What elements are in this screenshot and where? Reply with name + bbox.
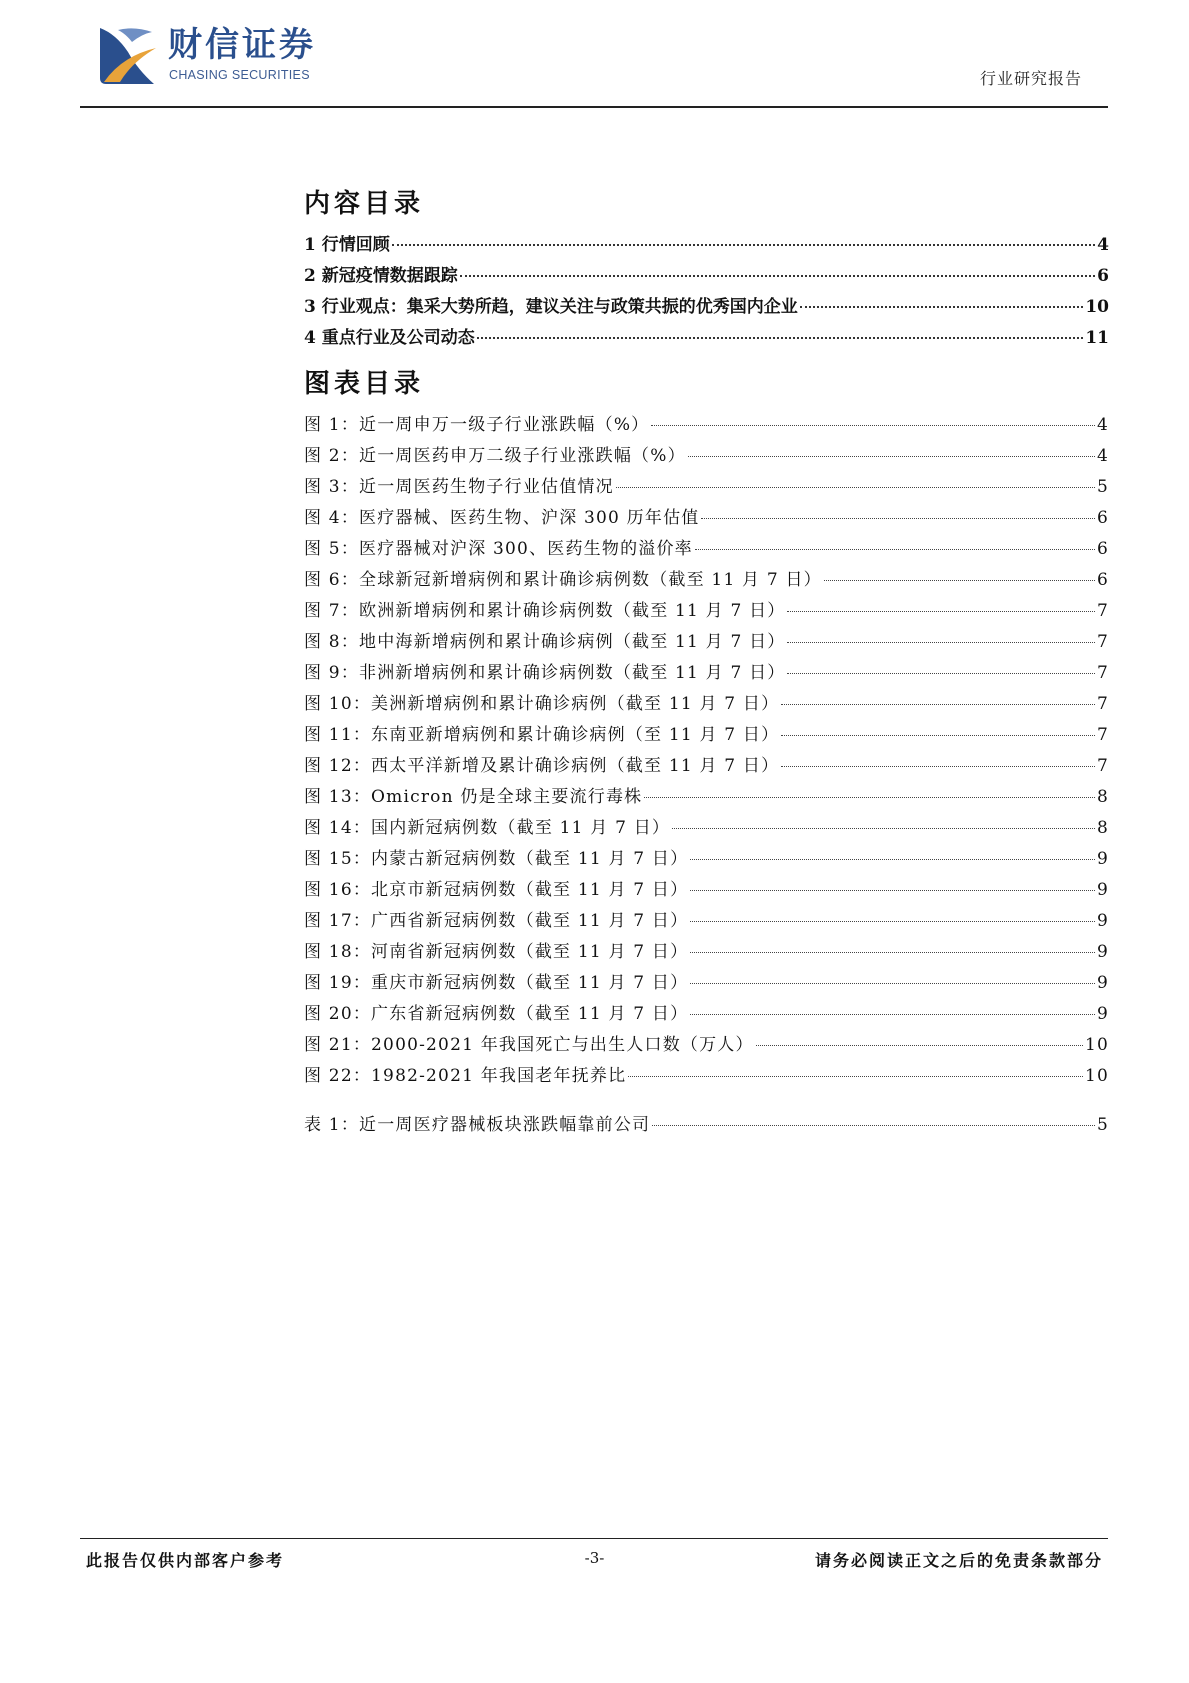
toc-entry[interactable] bbox=[304, 503, 1109, 534]
dot-leader bbox=[616, 487, 1095, 488]
toc-entry[interactable] bbox=[304, 906, 1109, 937]
toc-entry[interactable] bbox=[304, 627, 1109, 658]
toc-entry-page: 9 bbox=[1096, 849, 1109, 869]
header-divider bbox=[80, 106, 1108, 108]
figures-list bbox=[304, 410, 1109, 1092]
toc-entry-label: 图 4：医疗器械、医药生物、沪深 300 历年估值 bbox=[304, 508, 700, 528]
toc-entry-page: 7 bbox=[1096, 756, 1109, 776]
dot-leader bbox=[690, 890, 1095, 891]
dot-leader bbox=[477, 337, 1084, 339]
toc-entry-page: 7 bbox=[1096, 601, 1109, 621]
footer-disclaimer-left: 此报告仅供内部客户参考 bbox=[86, 1551, 285, 1570]
toc-entry[interactable] bbox=[304, 441, 1109, 472]
dot-leader bbox=[644, 797, 1095, 798]
toc-entry[interactable] bbox=[304, 658, 1109, 689]
toc-entry-label: 图 16：北京市新冠病例数（截至 11 月 7 日） bbox=[304, 880, 689, 900]
toc-entry-label: 图 18：河南省新冠病例数（截至 11 月 7 日） bbox=[304, 942, 689, 962]
dot-leader bbox=[800, 306, 1084, 308]
toc-entry-page: 10 bbox=[1084, 1066, 1109, 1086]
toc-entry[interactable] bbox=[304, 875, 1109, 906]
toc-entry[interactable] bbox=[304, 782, 1109, 813]
toc-entry-label: 图 21：2000-2021 年我国死亡与出生人口数（万人） bbox=[304, 1035, 754, 1055]
toc-entry-label: 图 11：东南亚新增病例和累计确诊病例（至 11 月 7 日） bbox=[304, 725, 780, 745]
toc-entry-page: 6 bbox=[1097, 266, 1109, 286]
toc-entry-page: 5 bbox=[1096, 477, 1109, 497]
toc-entry[interactable] bbox=[304, 813, 1109, 844]
toc-entry-label: 图 1：近一周申万一级子行业涨跌幅（%） bbox=[304, 415, 650, 435]
toc-entry-page: 8 bbox=[1096, 818, 1109, 838]
toc-entry-page: 8 bbox=[1096, 787, 1109, 807]
toc-entry-label: 图 20：广东省新冠病例数（截至 11 月 7 日） bbox=[304, 1004, 689, 1024]
dot-leader bbox=[701, 518, 1094, 519]
dot-leader bbox=[651, 425, 1095, 426]
dot-leader bbox=[688, 456, 1095, 457]
dot-leader bbox=[756, 1045, 1083, 1046]
dot-leader bbox=[781, 735, 1095, 736]
report-type-label: 行业研究报告 bbox=[979, 69, 1082, 88]
dot-leader bbox=[781, 766, 1095, 767]
dot-leader bbox=[781, 704, 1095, 705]
toc-entry-page: 10 bbox=[1085, 297, 1109, 317]
dot-leader bbox=[690, 983, 1095, 984]
dot-leader bbox=[628, 1076, 1083, 1077]
toc-entry[interactable] bbox=[304, 323, 1109, 354]
dot-leader bbox=[787, 642, 1094, 643]
brand-logo bbox=[98, 22, 328, 90]
toc-entry-page: 6 bbox=[1096, 539, 1109, 559]
tables-list bbox=[304, 1110, 1109, 1141]
toc-entry[interactable] bbox=[304, 1110, 1109, 1141]
toc-entry-label: 图 2：近一周医药申万二级子行业涨跌幅（%） bbox=[304, 446, 686, 466]
dot-leader bbox=[690, 921, 1095, 922]
toc-entry-label: 4 重点行业及公司动态 bbox=[304, 328, 475, 348]
footer-divider bbox=[80, 1538, 1108, 1539]
toc-entry-page: 6 bbox=[1096, 508, 1109, 528]
toc-entry-label: 图 10：美洲新增病例和累计确诊病例（截至 11 月 7 日） bbox=[304, 694, 780, 714]
toc-content bbox=[304, 184, 1109, 1141]
toc-entry-label: 图 8：地中海新增病例和累计确诊病例（截至 11 月 7 日） bbox=[304, 632, 786, 652]
dot-leader bbox=[392, 244, 1095, 246]
dot-leader bbox=[672, 828, 1095, 829]
toc-entry[interactable] bbox=[304, 937, 1109, 968]
figures-title: 图表目录 bbox=[304, 369, 425, 399]
toc-entry[interactable] bbox=[304, 472, 1109, 503]
toc-entry-page: 7 bbox=[1096, 694, 1109, 714]
toc-entry-label: 图 6：全球新冠新增病例和累计确诊病例数（截至 11 月 7 日） bbox=[304, 570, 822, 590]
toc-entry-label: 图 15：内蒙古新冠病例数（截至 11 月 7 日） bbox=[304, 849, 689, 869]
toc-entry[interactable] bbox=[304, 230, 1109, 261]
list-gap bbox=[304, 1092, 1109, 1104]
toc-entry[interactable] bbox=[304, 534, 1109, 565]
toc-entry-page: 5 bbox=[1096, 1115, 1109, 1135]
toc-entry-page: 4 bbox=[1096, 415, 1109, 435]
footer-disclaimer-right: 请务必阅读正文之后的免责条款部分 bbox=[814, 1551, 1103, 1570]
toc-entry[interactable] bbox=[304, 844, 1109, 875]
contents-title: 内容目录 bbox=[304, 189, 425, 219]
dot-leader bbox=[690, 1014, 1095, 1015]
dot-leader bbox=[652, 1125, 1095, 1126]
toc-entry[interactable] bbox=[304, 968, 1109, 999]
toc-entry-page: 7 bbox=[1096, 663, 1109, 683]
toc-entry-label: 1 行情回顾 bbox=[304, 235, 390, 255]
toc-entry[interactable] bbox=[304, 565, 1109, 596]
toc-entry-label: 图 5：医疗器械对沪深 300、医药生物的溢价率 bbox=[304, 539, 693, 559]
toc-entry[interactable] bbox=[304, 689, 1109, 720]
chasing-securities-logo-icon bbox=[98, 22, 158, 86]
dot-leader bbox=[824, 580, 1095, 581]
toc-entry-label: 图 9：非洲新增病例和累计确诊病例数（截至 11 月 7 日） bbox=[304, 663, 786, 683]
toc-entry-label: 图 19：重庆市新冠病例数（截至 11 月 7 日） bbox=[304, 973, 689, 993]
toc-entry-page: 6 bbox=[1096, 570, 1109, 590]
toc-entry-page: 7 bbox=[1096, 725, 1109, 745]
page-number: -3- bbox=[584, 1549, 605, 1567]
toc-entry[interactable] bbox=[304, 1030, 1109, 1061]
toc-entry-label: 图 7：欧洲新增病例和累计确诊病例数（截至 11 月 7 日） bbox=[304, 601, 786, 621]
toc-entry-label: 图 14：国内新冠病例数（截至 11 月 7 日） bbox=[304, 818, 671, 838]
toc-entry-label: 图 13：Omicron 仍是全球主要流行毒株 bbox=[304, 787, 643, 807]
dot-leader bbox=[690, 952, 1095, 953]
dot-leader bbox=[690, 859, 1095, 860]
toc-entry-label: 2 新冠疫情数据跟踪 bbox=[304, 266, 458, 286]
toc-entry[interactable] bbox=[304, 999, 1109, 1030]
toc-entry-label: 图 3：近一周医药生物子行业估值情况 bbox=[304, 477, 614, 497]
brand-name-en: CHASING SECURITIES bbox=[169, 68, 310, 82]
toc-entry-label: 表 1：近一周医疗器械板块涨跌幅靠前公司 bbox=[304, 1115, 651, 1135]
toc-entry[interactable] bbox=[304, 596, 1109, 627]
toc-entry-page: 9 bbox=[1096, 880, 1109, 900]
toc-entry-page: 9 bbox=[1096, 942, 1109, 962]
toc-entry-label: 图 17：广西省新冠病例数（截至 11 月 7 日） bbox=[304, 911, 689, 931]
dot-leader bbox=[460, 275, 1095, 277]
dot-leader bbox=[695, 549, 1095, 550]
toc-entry-page: 11 bbox=[1085, 328, 1109, 348]
toc-entry[interactable] bbox=[304, 261, 1109, 292]
toc-entry-page: 4 bbox=[1096, 446, 1109, 466]
toc-entry-page: 4 bbox=[1097, 235, 1109, 255]
toc-entry[interactable] bbox=[304, 410, 1109, 441]
toc-entry[interactable] bbox=[304, 1061, 1109, 1092]
toc-entry-page: 10 bbox=[1084, 1035, 1109, 1055]
toc-entry-label: 3 行业观点：集采大势所趋，建议关注与政策共振的优秀国内企业 bbox=[304, 297, 798, 317]
toc-entry-label: 图 12：西太平洋新增及累计确诊病例（截至 11 月 7 日） bbox=[304, 756, 780, 776]
dot-leader bbox=[787, 611, 1094, 612]
dot-leader bbox=[787, 673, 1094, 674]
toc-entry-page: 9 bbox=[1096, 973, 1109, 993]
toc-entry[interactable] bbox=[304, 720, 1109, 751]
brand-name-cn: 财信证券 bbox=[168, 25, 316, 65]
toc-entry-page: 9 bbox=[1096, 1004, 1109, 1024]
toc-entry[interactable] bbox=[304, 751, 1109, 782]
toc-entry[interactable] bbox=[304, 292, 1109, 323]
toc-entry-page: 7 bbox=[1096, 632, 1109, 652]
toc-entry-label: 图 22：1982-2021 年我国老年抚养比 bbox=[304, 1066, 627, 1086]
contents-list bbox=[304, 230, 1109, 354]
toc-entry-page: 9 bbox=[1096, 911, 1109, 931]
